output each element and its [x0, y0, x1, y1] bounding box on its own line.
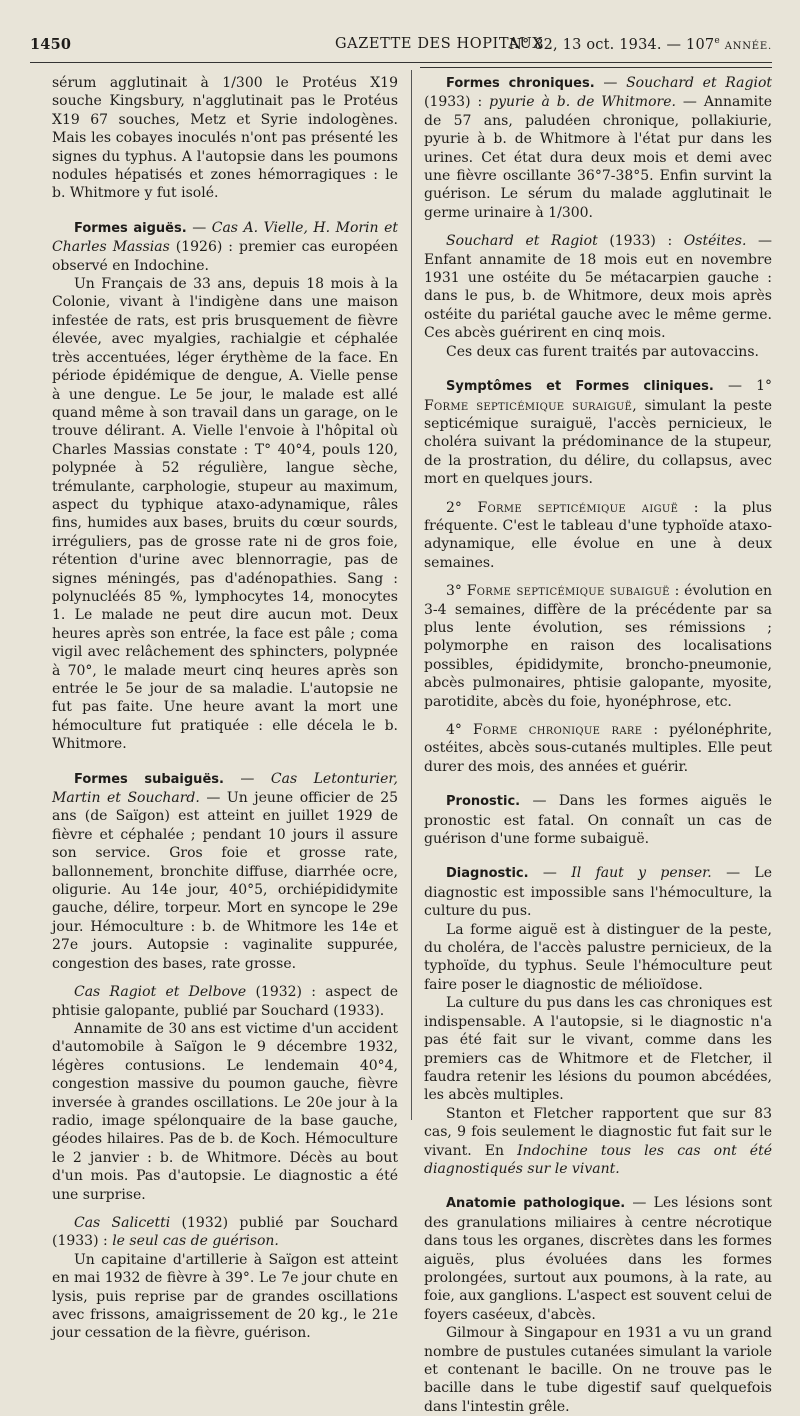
section-heading: Formes chroniques. [446, 76, 595, 91]
header-rule-secondary [420, 67, 772, 68]
case-subtitle: pyurie à b. de Whitmore. [489, 94, 676, 111]
section-text: — Le diagnostic est impossible sans l'hémoculture, la culture du pus. [424, 865, 772, 920]
form-item [424, 721, 772, 776]
form-text: : pyélonéphrite, ostéites, abcès sous-cutanés multiples. Elle peut durer des mois, des années et guérir. [424, 722, 773, 775]
section-heading: Diagnostic. [446, 866, 529, 882]
section-heading: Anatomie pathologique. [446, 1196, 626, 1212]
case-salicetti [52, 1214, 398, 1251]
case-citation: Cas Letonturier, Martin et Souchard. [52, 770, 398, 807]
section-anatomie [424, 1194, 772, 1324]
paragraph: La forme aiguë est à distinguer de la peste, du choléra, de l'accès palustre pernicieux, de la typhoïde, du typhus. Seule l'hémoculture peut faire poser le diagnostic de mélioïdose. [424, 921, 772, 993]
form-number: 2° [446, 499, 462, 516]
form-name: Forme chronique rare [472, 722, 643, 738]
paragraph [424, 1105, 772, 1179]
form-text: simulant la peste septicémique suraiguë, l'accès pernicieux, le choléra suivant la prédominance de la stupeur, de la prostration, du délire, du collapsus, avec mort en quelques jours. [424, 397, 772, 488]
section-formes-subaigues: Formes subaiguës. — Cas Letonturier, Martin et Souchard. — Un jeune officier de 25 ans (de Saïgon) est atteint en juillet 1929 de fièvre et céphalée ; pendant 10 jours il assure son service. Gros foie et grosse rate, ballonnement, bronchite diffuse, diarrhée ocre, oligurie. Au 14e jour, 40°5, orchiépididymite gauche, délire, torpeur. Mort en syncope le 29e jour. Hémoculture : b. de Whitmore les 14e et 27e jours. Autopsie : vaginalite suppurée, congestion des bases, rate grosse. [52, 770, 399, 972]
section-text: — Les lésions sont des granulations miliaires à centre nécrotique dans tous les organes, discrètes dans les formes aiguës, plus évoluées dans les formes prolongées, surtout aux poumons, à la rate, au foie, aux ganglions. L'aspect est souvent celui de foyers caséeux, d'abcès. [424, 1195, 772, 1323]
case-text: — Enfant annamite de 18 mois eut en novembre 1931 une ostéite du 5e métacarpien gauche : dans le pus, b. de Whitmore, deux mois après ostéite du pariétal gauche avec le même germe. Ces abcès guérirent en cinq mois. [424, 233, 773, 342]
issue-date: N° 82, 13 oct. 1934. — 107 [509, 36, 715, 53]
paragraph: Annamite de 30 ans est victime d'un accident d'automobile à Saïgon le 9 décembre 1932, légères contusions. Le lendemain 40°4, congestion massive du poumon gauche, fièvre inversée à grandes oscillations. Le 20e jour à la radio, image spélonquaire de la base gauche, géodes hilaires. Pas de b. de Koch. Hémoculture le 2 janvier : b. de Whitmore. Décès au bout d'un mois. Pas d'autopsie. Le diagnostic a été une surprise. [52, 1020, 398, 1203]
case-lead: (1926) : premier cas européen observé en Indochine. [52, 239, 398, 274]
section-pronostic [424, 792, 772, 848]
form-name: Forme septicémique aiguë [477, 499, 679, 516]
section-heading: Formes aiguës. [74, 220, 187, 236]
case-subtitle: Ostéites. [683, 233, 747, 250]
case-citation: Cas A. Vielle, H. Morin et Charles Massias [52, 219, 398, 256]
case-lead: (1932) publié par Souchard (1933) : [52, 1214, 398, 1250]
case-osteites [424, 232, 772, 342]
case-year: (1933) : [424, 94, 483, 111]
case-citation: Cas Ragiot et Delbove [74, 984, 247, 1001]
case-citation: Cas Salicetti [74, 1214, 171, 1231]
paragraph: Un capitaine d'artillerie à Saïgon est atteint en mai 1932 de fièvre à 39°. Le 7e jour chute en lysis, puis reprise par de grandes oscillations avec frissons, amaigrissement de 20 kg., le 21e jour cessation de la fièvre, guérison. [52, 1251, 398, 1342]
issue-year-label: ANNÉE. [724, 40, 772, 52]
form-number: 3° [446, 583, 462, 600]
section-diagnostic: Diagnostic. — Il faut y penser. — Le diagnostic est impossible sans l'hémoculture, la culture du pus. [424, 865, 772, 920]
paragraph: La culture du pus dans les cas chroniques est indispensable. A l'autopsie, si le diagnostic n'a pas été fait sur le vivant, comme dans les premiers cas de Whitmore et de Fletcher, il faudra retenir les lésions du poumon abcédées, les abcès multiples. [424, 995, 772, 1104]
section-formes-chroniques: Formes chroniques. — Souchard et Ragiot (1933) : pyurie à b. de Whitmore. — Annamite de 57 ans, paludéen chronique, pollakiurie, pyurie à b. de Whitmore à l'état pur dans les urines. Cet état dura deux mois et demi avec une fièvre oscillante 36°7-38°5. Enfin survint la guérison. Le sérum du malade agglutinait le germe urinaire à 1/300. [424, 75, 773, 221]
page-number: 1450 [30, 36, 72, 53]
form-number: 4° [446, 722, 462, 738]
case-note: le seul cas de guérison. [112, 1233, 279, 1250]
issue-suffix: e [714, 36, 720, 46]
paragraph-text: Stanton et Fletcher rapportent que sur 83 cas, 9 fois seulement le diagnostic fut fait sur le vivant. En [424, 1105, 772, 1159]
form-number: — 1° [727, 378, 773, 395]
case-citation: Souchard et Ragiot [626, 75, 772, 91]
section-symptomes [424, 377, 772, 488]
form-name: Forme septicémique subaiguë [466, 583, 670, 600]
section-heading: Formes subaiguës. [74, 771, 224, 787]
paragraph: Un Français de 33 ans, depuis 18 mois à la Colonie, vivant à l'indigène dans une maison infestée de rats, est pris brusquement de fièvre élevée, avec myalgies, rachialgie et céphalée très accentuées, léger érythème de la face. En période épidémique de dengue, A. Vielle pense à une dengue. Le 5e jour, le malade est allé quand même à son travail dans un garage, on le trouve délirant. A. Vielle l'envoie à l'hôpital où Charles Massias constate : T° 40°4, pouls 120, polypnée à 52 régulière, langue sèche, trémulante, carphologie, stupeur au maximum, aspect du typhique ataxo-adynamique, râles fins, humides aux bases, bruits du cœur sourds, irréguliers, pas de grosse rate ni de gros foie, rétention d'urine avec blennorragie, pas de signes méningés, pas d'adénopathies. Sang : polynucléés 85 %, lymphocytes 14, monocytes 1. Le malade ne peut dire aucun mot. Deux heures après son entrée, la face est pâle ; coma vigil avec relâchement des sphincters, polypnée à 70°, le malade meurt cinq heures après son entrée le 5e jour de sa maladie. L'autopsie ne fut pas faite. Une heure avant la mort une hémoculture fut pratiquée : elle décela le b. Whitmore. [52, 276, 398, 753]
paragraph: Ces deux cas furent traités par autovaccins. [446, 343, 759, 360]
section-text: — Dans les formes aiguës le pronostic est fatal. On connaît un cas de guérison d'une forme subaiguë. [424, 793, 773, 848]
journal-title: GAZETTE DES HOPITAUX [335, 36, 544, 52]
section-formes-aigues: Formes aiguës. — Cas A. Vielle, H. Morin et Charles Massias (1926) : premier cas européen observé en Indochine. [52, 219, 398, 274]
section-heading: Pronostic. [446, 794, 521, 810]
section-heading: Symptômes et Formes cliniques. [446, 379, 714, 395]
paragraph: Gilmour à Singapour en 1931 a vu un grand nombre de pustules cutanées simulant la variole et contenant le bacille. On ne trouve pas le bacille dans le tube digestif sauf quelquefois dans l'intestin grêle. [424, 1325, 772, 1415]
header-rule [30, 62, 772, 63]
form-name: Forme septicémique suraiguë, [424, 397, 638, 414]
case-ragiot [52, 983, 398, 1020]
case-text: — Un jeune officier de 25 ans (de Saïgon) est atteint en juillet 1929 de fièvre et céphalée ; pendant 10 jours il assure son service. Gros foie et grosse rate, ballonnement, bronchite diffuse, diarrhée ocre, oligurie. Au 14e jour, 40°5, orchiépididymite gauche, délire, torpeur. Mort en syncope le 29e jour. Hémoculture : b. de Whitmore les 14e et 27e jours. Autopsie : vaginalite suppurée, congestion des bases, rate grosse. [52, 790, 399, 972]
form-item [424, 582, 772, 711]
case-citation: Souchard et Ragiot [446, 233, 598, 250]
section-subtitle: Il faut y penser. [571, 865, 712, 882]
case-text: — Annamite de 57 ans, paludéen chronique, pollakiurie, pyurie à b. de Whitmore à l'état pur dans les urines. Cet état dura deux mois et demi avec une fièvre oscillante 36°7-38°5. Enfin survint la guérison. Le sérum du malade agglutinait le germe urinaire à 1/300. [424, 94, 773, 221]
page-header [30, 36, 772, 60]
form-item [424, 499, 772, 573]
case-lead: (1932) : aspect de phtisie galopante, publié par Souchard (1933). [52, 984, 398, 1019]
paragraph: sérum agglutinait à 1/300 le Protéus X19 souche Kingsbury, n'agglutinait pas le Protéus X19 67 souches, Metz et Syrie indologènes. Mais les cobayes inoculés n'ont pas présenté les signes du typhus. A l'autopsie dans les poumons nodules hépatisés et zones hémorragiques : le b. Whitmore y fut isolé. [52, 75, 398, 202]
left-column [52, 74, 398, 1343]
right-column [424, 74, 772, 1416]
issue-info [509, 36, 772, 53]
form-text: : la plus fréquente. C'est le tableau d'une typhoïde ataxo-adynamique, elle évolue en une à deux semaines. [424, 499, 772, 571]
form-text: : évolution en 3-4 semaines, diffère de la précédente par sa plus lente évolution, ses rémissions ; polymorphe en raison des localisations possibles, épididymite, broncho-pneumonie, abcès pulmonaires, phtisie galopante, myosite, parotidite, abcès du foie, hyonéphrose, etc. [424, 583, 773, 710]
column-divider [411, 70, 412, 1120]
case-year: (1933) : [609, 233, 673, 250]
paragraph-italic: Indochine tous les cas ont été diagnostiqués sur le vivant. [424, 1142, 773, 1177]
